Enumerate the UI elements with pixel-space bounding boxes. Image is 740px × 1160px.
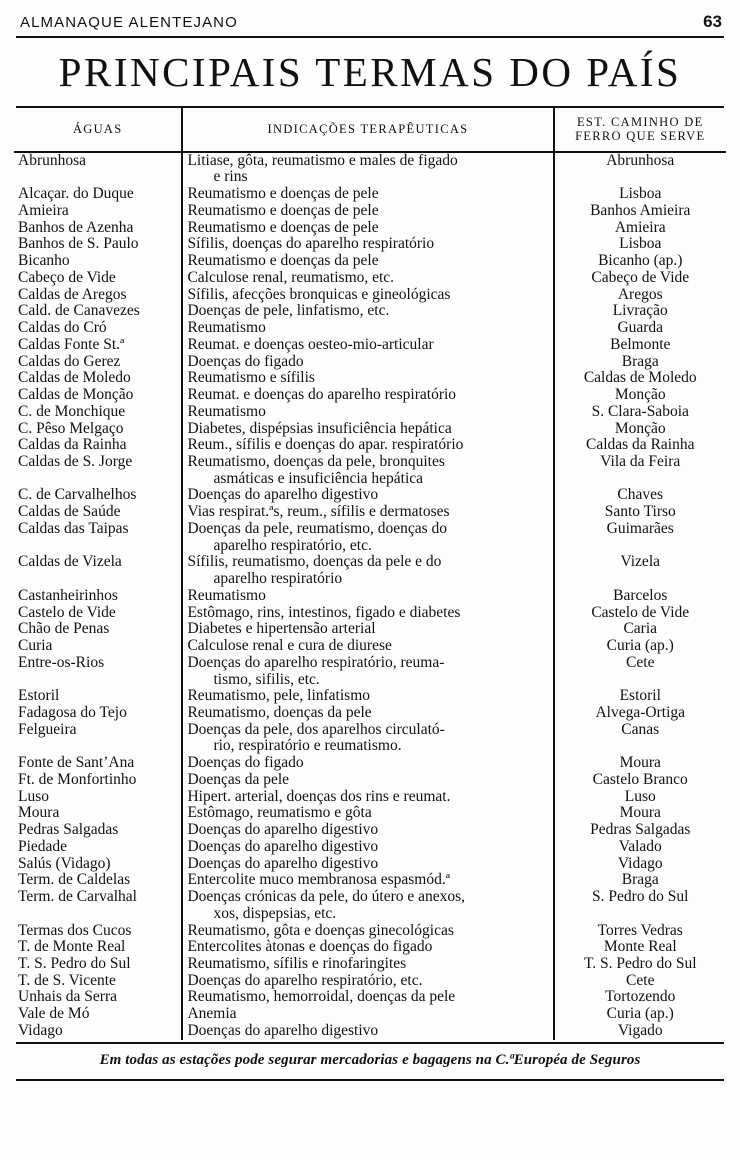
cell-agua: Caldas das Taipas — [14, 521, 182, 554]
indicacao-line-2: aparelho respiratório, etc. — [213, 536, 372, 554]
cell-estacao: Chaves — [617, 486, 664, 504]
cell-indicacao — [182, 387, 553, 404]
indicacao-line-1: Doenças de pele, linfatismo, etc. — [187, 302, 390, 320]
indicacao-line-1: Doenças do aparelho digestivo — [187, 837, 379, 855]
indicacao-line-1: Reum., sífilis e doenças do apar. respiratório — [187, 436, 464, 454]
table-row — [14, 253, 726, 270]
indicacao-line-1: Doenças da pele, reumatismo, doenças do — [187, 519, 448, 537]
cell-agua: T. de S. Vicente — [14, 973, 182, 990]
cell-agua: C. Pêso Melgaço — [14, 421, 182, 438]
table-row — [14, 220, 726, 237]
cell-agua: Caldas do Cró — [14, 320, 182, 337]
cell-estacao: Vigado — [617, 1021, 663, 1039]
table-row — [14, 203, 726, 220]
cell-agua: Felgueira — [14, 722, 182, 755]
cell-estacao: Pedras Salgadas — [590, 821, 691, 839]
indicacao-line-1: Reumatismo — [187, 319, 266, 337]
table-row — [14, 487, 726, 504]
cell-indicacao — [182, 605, 553, 622]
indicacao-line-1: Calculose renal, reumatismo, etc. — [187, 268, 395, 286]
cell-estacao: Luso — [624, 787, 656, 805]
cell-indicacao — [182, 287, 553, 304]
table-row — [14, 387, 726, 404]
table-row — [14, 839, 726, 856]
cell-agua: Amieira — [14, 203, 182, 220]
cell-agua: Curia — [14, 638, 182, 655]
cell-indicacao — [182, 705, 553, 722]
cell-agua: Term. de Caldelas — [14, 872, 182, 889]
table-row — [14, 588, 726, 605]
indicacao-line-2: aparelho respiratório — [213, 570, 343, 588]
cell-indicacao — [182, 1006, 553, 1023]
cell-estacao: Alvega-Ortiga — [595, 703, 686, 721]
indicacao-line-1: Litiase, gôta, reumatismo e males de figado — [187, 151, 458, 169]
cell-estacao: Monção — [614, 386, 666, 404]
cell-agua: Termas dos Cucos — [14, 923, 182, 940]
table-row — [14, 504, 726, 521]
indicacao-line-1: Reumatismo, doenças da pele, bronquites — [187, 452, 445, 470]
cell-indicacao — [182, 805, 553, 822]
indicacao-line-1: Reumat. e doenças do aparelho respiratório — [187, 386, 457, 404]
cell-estacao: Vizela — [620, 553, 660, 571]
indicacao-line-1: Reumatismo, hemorroidal, doenças da pele — [187, 988, 456, 1006]
indicacao-line-1: Doenças do aparelho respiratório, reuma- — [187, 653, 445, 671]
cell-agua: Caldas do Gerez — [14, 354, 182, 371]
cell-agua: Pedras Salgadas — [14, 822, 182, 839]
indicacao-line-1: Reumatismo, sífilis e rinofaringites — [187, 955, 407, 972]
cell-estacao: T. S. Pedro do Sul — [583, 955, 697, 972]
table-row — [14, 1023, 726, 1040]
cell-estacao: Abrunhosa — [606, 151, 675, 169]
cell-agua: Castanheirinhos — [14, 588, 182, 605]
cell-agua: Bicanho — [14, 253, 182, 270]
table-row — [14, 421, 726, 438]
cell-estacao: Guarda — [617, 319, 664, 337]
indicacao-line-1: Doenças do aparelho digestivo — [187, 854, 379, 872]
indicacao-line-2: tismo, sifilis, etc. — [213, 670, 320, 688]
cell-agua: Salús (Vidago) — [14, 856, 182, 873]
indicacao-line-2: e rins — [213, 168, 248, 186]
table-row — [14, 822, 726, 839]
cell-indicacao — [182, 621, 553, 638]
cell-indicacao — [182, 789, 553, 806]
cell-estacao: Curia (ap.) — [606, 637, 674, 655]
indicacao-line-1: Estômago, reumatismo e gôta — [187, 804, 372, 822]
indicacao-line-1: Doenças da pele, dos aparelhos circulató- — [187, 720, 445, 738]
cell-estacao: Torres Vedras — [597, 921, 683, 939]
indicacao-line-1: Sífilis, doenças do aparelho respiratório — [187, 235, 435, 253]
indicacao-line-1: Reumatismo, gôta e doenças ginecológicas — [187, 921, 454, 939]
cell-estacao: Canas — [621, 720, 660, 738]
cell-estacao: Braga — [621, 352, 659, 370]
cell-agua: Castelo de Vide — [14, 605, 182, 622]
indicacao-line-1: Hipert. arterial, doenças dos rins e reumat. — [187, 787, 451, 805]
indicacao-line-1: Reumatismo — [187, 586, 266, 604]
table-row — [14, 655, 726, 688]
table-row — [14, 337, 726, 354]
table-row — [14, 722, 726, 755]
indicacao-line-1: Reumatismo e doenças de pele — [187, 201, 379, 219]
cell-indicacao — [182, 872, 553, 889]
cell-agua: T. de Monte Real — [14, 939, 182, 956]
cell-agua: Caldas de S. Jorge — [14, 454, 182, 487]
cell-estacao: Valado — [618, 837, 662, 855]
cell-agua: Abrunhosa — [14, 152, 182, 186]
cell-agua: C. de Monchique — [14, 404, 182, 421]
cell-indicacao — [182, 421, 553, 438]
cell-estacao: Aregos — [617, 285, 663, 303]
cell-agua: Caldas da Rainha — [14, 437, 182, 454]
indicacao-line-1: Reumatismo e doenças de pele — [187, 218, 379, 236]
cell-estacao: Amieira — [614, 218, 666, 236]
cell-estacao: Vila da Feira — [600, 452, 681, 470]
table-row — [14, 638, 726, 655]
indicacao-line-1: Entercolite muco membranosa espasmód.ª — [187, 871, 450, 889]
cell-agua: Caldas de Aregos — [14, 287, 182, 304]
column-header-indicacoes: INDICAÇÕES TERAPÊUTICAS — [182, 108, 553, 152]
cell-indicacao — [182, 989, 553, 1006]
cell-estacao: Caldas da Rainha — [586, 436, 695, 454]
table-row — [14, 236, 726, 253]
table-row — [14, 856, 726, 873]
cell-indicacao — [182, 772, 553, 789]
cell-indicacao — [182, 370, 553, 387]
cell-estacao: Moura — [619, 754, 661, 772]
table-head — [14, 108, 726, 152]
cell-indicacao — [182, 320, 553, 337]
cell-agua: Vale de Mó — [14, 1006, 182, 1023]
column-header-estacao-line1: EST. CAMINHO DE — [576, 115, 704, 129]
column-header-estacao-line2: FERRO QUE SERVE — [575, 129, 706, 144]
indicacao-line-1: Diabetes, dispépsias insuficiência hepática — [187, 419, 452, 437]
indicacao-line-1: Reumatismo, pele, linfatismo — [187, 687, 370, 705]
cell-indicacao — [182, 956, 553, 973]
cell-indicacao — [182, 588, 553, 605]
cell-estacao: Curia (ap.) — [606, 1005, 674, 1023]
cell-indicacao — [182, 504, 553, 521]
table-row — [14, 789, 726, 806]
cell-agua: Moura — [14, 805, 182, 822]
cell-agua: Ft. de Monfortinho — [14, 772, 182, 789]
cell-estacao: Caldas de Moledo — [583, 369, 697, 387]
cell-agua: Banhos de Azenha — [14, 220, 182, 237]
cell-indicacao — [182, 487, 553, 504]
cell-agua: Caldas de Monção — [14, 387, 182, 404]
table-row — [14, 1006, 726, 1023]
cell-agua: Caldas de Saúde — [14, 504, 182, 521]
cell-estacao: Cete — [626, 971, 655, 989]
table-row — [14, 621, 726, 638]
table-row — [14, 370, 726, 387]
table-row — [14, 270, 726, 287]
cell-indicacao — [182, 939, 553, 956]
cell-agua: Fadagosa do Tejo — [14, 705, 182, 722]
table-row — [14, 554, 726, 587]
indicacao-line-1: Sífilis, afecções bronquicas e gineológicas — [187, 285, 451, 303]
table-row — [14, 437, 726, 454]
indicacao-line-1: Sífilis, reumatismo, doenças da pele e do — [187, 553, 442, 571]
indicacao-line-1: Reumatismo e doenças de pele — [187, 185, 379, 203]
column-header-aguas: ÁGUAS — [14, 108, 182, 152]
cell-agua: Piedade — [14, 839, 182, 856]
table-body — [14, 152, 726, 1040]
cell-indicacao — [182, 337, 553, 354]
cell-indicacao — [182, 521, 553, 554]
cell-indicacao — [182, 354, 553, 371]
indicacao-line-1: Doenças do aparelho digestivo — [187, 821, 379, 839]
cell-estacao: Barcelos — [613, 586, 668, 604]
indicacao-line-1: Diabetes e hipertensão arterial — [187, 620, 376, 638]
cell-indicacao — [182, 722, 553, 755]
cell-indicacao — [182, 923, 553, 940]
cell-agua: Entre-os-Rios — [14, 655, 182, 688]
table-row — [14, 454, 726, 487]
indicacao-line-1: Reumatismo — [187, 402, 266, 420]
cell-indicacao — [182, 973, 553, 990]
running-head — [14, 10, 726, 35]
indicacao-line-1: Vias respirat.ªs, reum., sífilis e dermatoses — [187, 503, 450, 521]
cell-agua: Unhais da Serra — [14, 989, 182, 1006]
cell-estacao: Cete — [626, 653, 655, 671]
table-row — [14, 989, 726, 1006]
cell-agua: Chão de Penas — [14, 621, 182, 638]
cell-estacao: Tortozendo — [605, 988, 676, 1006]
indicacao-line-1: Doenças crónicas da pele, do útero e anexos, — [187, 888, 466, 906]
cell-indicacao — [182, 454, 553, 487]
table-row — [14, 872, 726, 889]
cell-agua: Caldas Fonte St.ª — [14, 337, 182, 354]
table-row — [14, 923, 726, 940]
cell-estacao: Estoril — [619, 687, 661, 705]
indicacao-line-2: xos, dispepsias, etc. — [213, 904, 337, 922]
cell-estacao: Castelo de Vide — [591, 603, 690, 621]
cell-estacao: S. Clara-Saboia — [591, 402, 689, 420]
running-head-title: ALMANAQUE ALENTEJANO — [20, 14, 238, 31]
cell-agua: Luso — [14, 789, 182, 806]
cell-indicacao — [182, 253, 553, 270]
table-row — [14, 320, 726, 337]
rule-top — [16, 36, 724, 38]
indicacao-line-1: Reumatismo e doenças da pele — [187, 252, 379, 270]
indicacao-line-1: Reumatismo, doenças da pele — [187, 703, 372, 721]
indicacao-line-1: Doenças do aparelho digestivo — [187, 486, 379, 504]
table-row — [14, 605, 726, 622]
cell-indicacao — [182, 688, 553, 705]
cell-indicacao — [182, 270, 553, 287]
cell-estacao: Banhos Amieira — [590, 201, 691, 219]
table-row — [14, 755, 726, 772]
indicacao-line-1: Calculose renal e cura de diurese — [187, 637, 392, 655]
cell-indicacao — [182, 638, 553, 655]
cell-estacao: Castelo Branco — [592, 770, 688, 788]
indicacao-line-1: Doenças da pele — [187, 770, 290, 788]
table-row — [14, 973, 726, 990]
cell-agua: Estoril — [14, 688, 182, 705]
cell-agua: Term. de Carvalhal — [14, 889, 182, 922]
cell-agua: Fonte de Sant’Ana — [14, 755, 182, 772]
cell-indicacao — [182, 303, 553, 320]
table-row — [14, 287, 726, 304]
indicacao-line-2: rio, respiratório e reumatismo. — [213, 737, 402, 755]
indicacao-line-1: Anemia — [187, 1005, 237, 1023]
cell-indicacao — [182, 437, 553, 454]
cell-estacao: Monção — [614, 419, 666, 437]
indicacao-line-1: Doenças do aparelho digestivo — [187, 1021, 379, 1039]
cell-estacao: Belmonte — [610, 335, 671, 353]
indicacao-line-1: Estômago, rins, intestinos, figado e diabetes — [187, 603, 461, 621]
rule-footer-bottom — [16, 1079, 724, 1081]
cell-agua: Caldas de Vizela — [14, 554, 182, 587]
cell-estacao: Monte Real — [603, 938, 677, 956]
indicacao-line-1: Reumat. e doenças oesteo-mio-articular — [187, 335, 434, 353]
cell-agua: T. S. Pedro do Sul — [14, 956, 182, 973]
table-row — [14, 303, 726, 320]
indicacao-line-1: Doenças do figado — [187, 754, 304, 772]
table-row — [14, 805, 726, 822]
table-row — [14, 939, 726, 956]
cell-indicacao — [182, 220, 553, 237]
cell-indicacao — [182, 655, 553, 688]
cell-estacao: Cabeço de Vide — [591, 268, 690, 286]
page-title: PRINCIPAIS TERMAS DO PAÍS — [58, 49, 682, 95]
cell-estacao: Lisboa — [619, 185, 662, 203]
indicacao-line-2: asmáticas e insuficiência hepática — [213, 469, 424, 487]
table-row — [14, 956, 726, 973]
cell-estacao: Santo Tirso — [604, 503, 676, 521]
cell-indicacao — [182, 755, 553, 772]
cell-indicacao — [182, 186, 553, 203]
cell-estacao: Lisboa — [619, 235, 662, 253]
footer-note: Em todas as estações pode segurar mercadorias e bagagens na C.ªEuropéa de Seguros — [99, 1051, 641, 1068]
cell-estacao: Braga — [621, 871, 659, 889]
table-row — [14, 521, 726, 554]
table-row — [14, 152, 726, 186]
cell-estacao: Guimarães — [606, 519, 674, 537]
cell-agua: Alcaçar. do Duque — [14, 186, 182, 203]
termas-table-wrap — [14, 108, 726, 1040]
table-row — [14, 354, 726, 371]
indicacao-line-1: Doenças do figado — [187, 352, 304, 370]
page-number: 63 — [703, 12, 722, 31]
column-header-estacao — [554, 108, 727, 152]
cell-indicacao — [182, 152, 553, 186]
cell-indicacao — [182, 839, 553, 856]
table-row — [14, 889, 726, 922]
termas-table — [14, 108, 726, 1040]
cell-agua: Banhos de S. Paulo — [14, 236, 182, 253]
indicacao-line-1: Reumatismo e sífilis — [187, 369, 315, 387]
cell-agua: Vidago — [14, 1023, 182, 1040]
cell-agua: Cabeço de Vide — [14, 270, 182, 287]
cell-indicacao — [182, 856, 553, 873]
cell-indicacao — [182, 889, 553, 922]
table-header-row — [14, 108, 726, 152]
indicacao-line-1: Doenças do aparelho respiratório, etc. — [187, 971, 423, 989]
table-row — [14, 772, 726, 789]
cell-estacao: S. Pedro do Sul — [592, 888, 689, 906]
cell-estacao: Vidago — [617, 854, 663, 872]
table-row — [14, 705, 726, 722]
cell-estacao: Caria — [623, 620, 658, 638]
cell-indicacao — [182, 203, 553, 220]
cell-estacao: Moura — [619, 804, 661, 822]
cell-indicacao — [182, 554, 553, 587]
table-row — [14, 186, 726, 203]
cell-indicacao — [182, 404, 553, 421]
table-row — [14, 688, 726, 705]
cell-estacao: Bicanho (ap.) — [598, 252, 683, 270]
cell-agua: Cald. de Canavezes — [14, 303, 182, 320]
cell-indicacao — [182, 822, 553, 839]
cell-estacao: Livração — [612, 302, 668, 320]
cell-indicacao — [182, 236, 553, 253]
cell-indicacao — [182, 1023, 553, 1040]
table-row — [14, 404, 726, 421]
indicacao-line-1: Entercolites àtonas e doenças do figado — [187, 938, 433, 956]
cell-agua: Caldas de Moledo — [14, 370, 182, 387]
cell-agua: C. de Carvalhelhos — [14, 487, 182, 504]
